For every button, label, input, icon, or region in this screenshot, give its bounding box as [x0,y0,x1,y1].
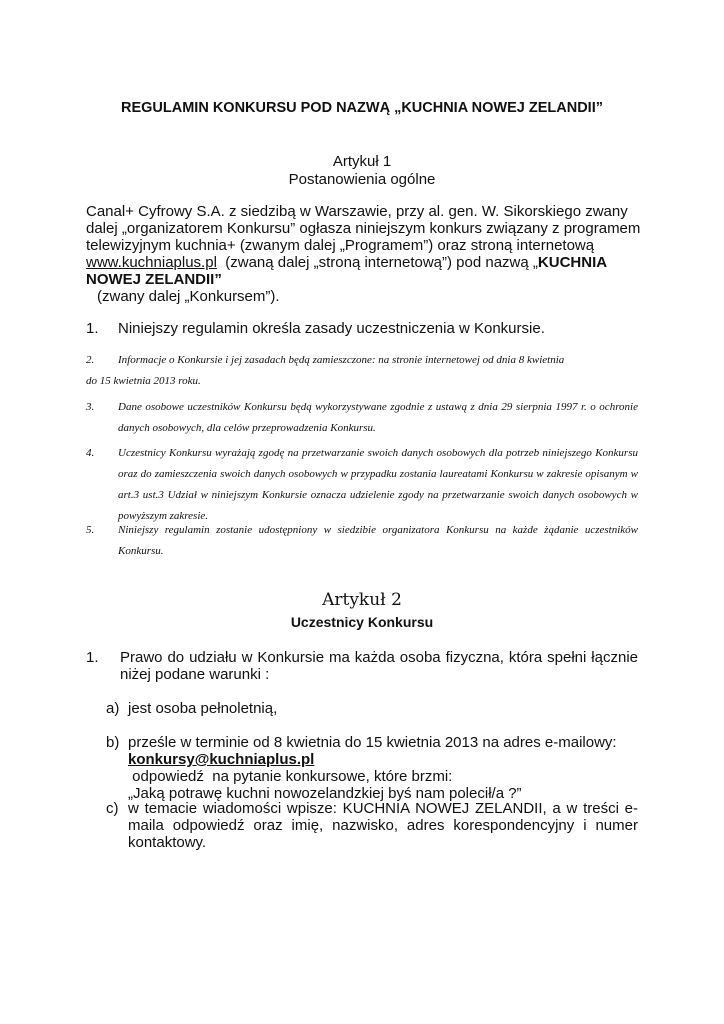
item-text: w temacie wiadomości wpisze: KUCHNIA NOWEJ ZELANDII, a w treści e-maila odpowiedź oraz imię, nazwisko, adres korespondencyjny i numer kontaktowy. [128,800,638,851]
item-text: Dane osobowe uczestników Konkursu będą wykorzystywane zgodnie z ustawą z dnia 29 sierpnia 1997 r. o ochronie danych osobowych, dla celów przeprowadzenia Konkursu. [118,401,638,434]
article2-heading: Artykuł 2 [322,590,402,610]
item-number: 5. [86,524,95,536]
item-text: Prawo do udziału w Konkursie ma każda osoba fizyczna, która spełni łącznie niżej podane warunki : [120,649,638,683]
document-title: REGULAMIN KONKURSU POD NAZWĄ „KUCHNIA NOWEJ ZELANDII” [121,100,603,116]
intro-line [86,254,646,271]
item-label: a) [106,700,120,717]
email-link[interactable]: konkursy@kuchniaplus.pl [128,751,315,768]
intro-line [86,271,646,288]
item-text: Informacje o Konkursie i jej zasadach będą zamieszczone: na stronie internetowej od dnia 8 kwietnia [118,354,565,366]
item-number: 4. [86,447,95,459]
article1-item-5 [86,520,638,562]
item-number: 1. [86,649,99,666]
article1-item-4 [86,443,638,527]
item-text: Niniejszy regulamin określa zasady uczestniczenia w Konkursie. [118,320,545,337]
item-number: 3. [86,401,95,413]
article2-item-a [106,700,277,717]
item-text: „Jaką potrawę kuchni nowozelandzkiej byś nam polecił/a ?” [128,785,522,802]
item-text: do 15 kwietnia 2013 roku. [86,375,201,387]
item-text: prześle w terminie od 8 kwietnia do 15 kwietnia 2013 na adres e-mailowy: [128,734,617,751]
item-label: b) [106,734,120,751]
article1-item-3 [86,397,638,439]
article1-heading: Artykuł 1 [332,153,392,170]
intro-line: Canal+ Cyfrowy S.A. z siedzibą w Warszawie, przy al. gen. W. Sikorskiego zwany [86,203,628,220]
contest-name: NOWEJ ZELANDII” [86,271,222,288]
article1-item-1 [86,320,545,337]
item-number: 2. [86,354,95,366]
item-number: 1. [86,320,99,337]
item-text: Niniejszy regulamin zostanie udostępniony w siedzibie organizatora Konkursu na każde żądanie uczestników Konkursu. [118,524,638,557]
contest-name: KUCHNIA [537,254,608,271]
article1-subheading: Postanowienia ogólne [288,171,436,188]
article2-item-b [106,734,638,802]
intro-line: telewizyjnym kuchnia+ (zwanym dalej „Programem”) oraz stroną internetową [86,237,595,254]
intro-line: (zwany dalej „Konkursem”). [97,288,280,305]
article1-intro [86,203,646,305]
article2-item-c [106,800,638,851]
article1-item-2 [86,350,638,392]
intro-text: (zwaną dalej „stroną internetową”) pod nazwą „ [216,254,538,271]
intro-line: dalej „organizatorem Konkursu” ogłasza niniejszym konkurs związany z programem [86,220,641,237]
item-label: c) [106,800,119,817]
item-text: odpowiedź na pytanie konkursowe, które brzmi: [128,768,453,785]
website-link[interactable]: www.kuchniaplus.pl [86,254,217,271]
item-text: Uczestnicy Konkursu wyrażają zgodę na przetwarzanie swoich danych osobowych dla potrzeb niniejszego Konkursu oraz do zamieszczenia swoich danych osobowych w przypadku zostania laureatami Konkursu w zakresie opisanym w art.3 ust.3 Udział w niniejszym Konkursie oznacza udzielenie zgody na przetwarzanie swoich danych osobowych w powyższym zakresie. [118,447,638,522]
article2-item-1 [86,649,638,683]
article2-subheading: Uczestnicy Konkursu [290,614,434,630]
item-text: jest osoba pełnoletnią, [128,700,278,717]
